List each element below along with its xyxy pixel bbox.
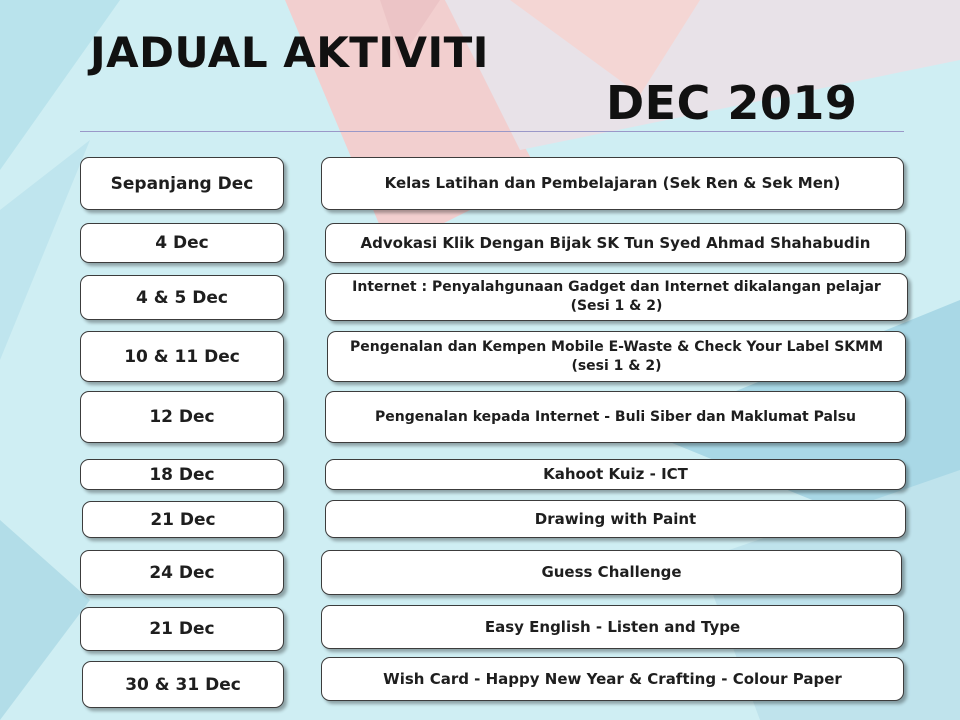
date-box: 21 Dec <box>82 501 284 538</box>
date-box: 12 Dec <box>80 391 284 443</box>
title-divider <box>80 131 904 132</box>
activity-box: Pengenalan kepada Internet - Buli Siber dan Maklumat Palsu <box>325 391 906 443</box>
date-box: Sepanjang Dec <box>80 157 284 210</box>
date-box: 21 Dec <box>80 607 284 651</box>
slide-title: JADUAL AKTIVITI <box>90 28 489 77</box>
date-box: 18 Dec <box>80 459 284 490</box>
activity-box: Guess Challenge <box>321 550 902 595</box>
activity-box: Advokasi Klik Dengan Bijak SK Tun Syed Ahmad Shahabudin <box>325 223 906 263</box>
date-box: 4 Dec <box>80 223 284 263</box>
activity-box: Pengenalan dan Kempen Mobile E-Waste & Check Your Label SKMM (sesi 1 & 2) <box>327 331 906 382</box>
slide-month: DEC 2019 <box>606 76 858 130</box>
date-box: 4 & 5 Dec <box>80 275 284 320</box>
activity-box: Kahoot Kuiz - ICT <box>325 459 906 490</box>
activity-box: Kelas Latihan dan Pembelajaran (Sek Ren & Sek Men) <box>321 157 904 210</box>
activity-box: Wish Card - Happy New Year & Crafting - Colour Paper <box>321 657 904 701</box>
date-box: 24 Dec <box>80 550 284 595</box>
activity-box: Drawing with Paint <box>325 500 906 538</box>
activity-box: Internet : Penyalahgunaan Gadget dan Internet dikalangan pelajar (Sesi 1 & 2) <box>325 273 908 321</box>
date-box: 10 & 11 Dec <box>80 331 284 382</box>
activity-box: Easy English - Listen and Type <box>321 605 904 649</box>
date-box: 30 & 31 Dec <box>82 661 284 708</box>
